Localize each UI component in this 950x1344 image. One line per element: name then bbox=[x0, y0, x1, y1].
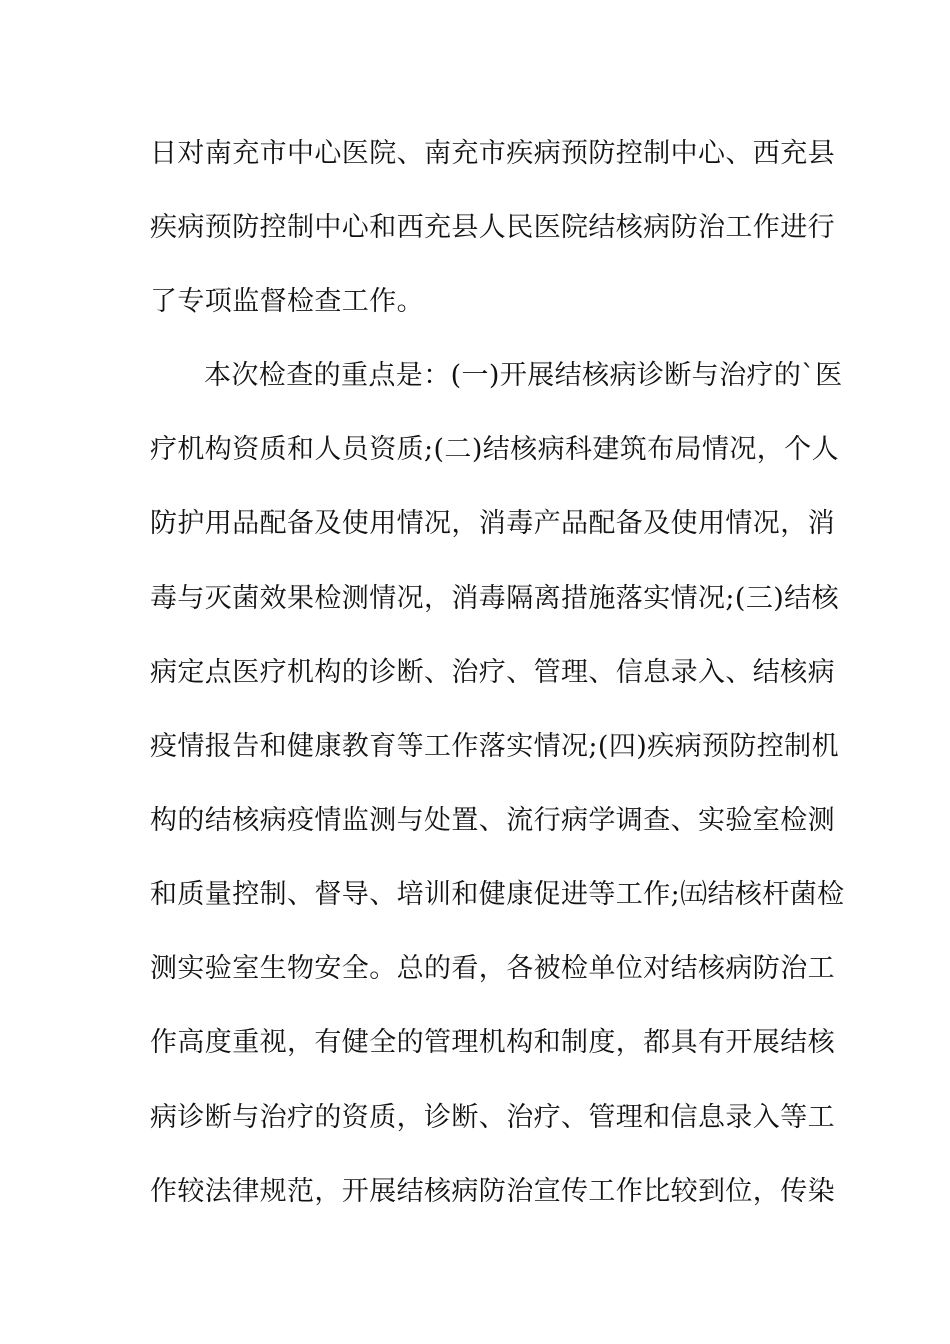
text-line: 日对南充市中心医院、南充市疾病预防控制中心、西充县 bbox=[150, 138, 835, 169]
text-line: 测实验室生物安全。总的看，各被检单位对结核病防治工 bbox=[150, 953, 835, 984]
text-line: 和质量控制、督导、培训和健康促进等工作;㈤结核杆菌检 bbox=[150, 879, 845, 910]
text-line: 防护用品配备及使用情况，消毒产品配备及使用情况，消 bbox=[150, 508, 835, 539]
text-line: 作高度重视，有健全的管理机构和制度，都具有开展结核 bbox=[150, 1027, 835, 1058]
paragraph-first-line: 本次检查的重点是：(一)开展结核病诊断与治疗的`医 bbox=[204, 360, 843, 391]
text-line: 疾病预防控制中心和西充县人民医院结核病防治工作进行 bbox=[150, 212, 835, 243]
text-line: 了专项监督检查工作。 bbox=[150, 286, 424, 317]
text-line: 毒与灭菌效果检测情况，消毒隔离措施落实情况;(三)结核 bbox=[150, 583, 839, 614]
text-line: 作较法律规范，开展结核病防治宣传工作比较到位，传染 bbox=[150, 1176, 835, 1207]
text-line: 病诊断与治疗的资质，诊断、治疗、管理和信息录入等工 bbox=[150, 1102, 835, 1133]
text-line: 病定点医疗机构的诊断、治疗、管理、信息录入、结核病 bbox=[150, 657, 835, 688]
text-line: 构的结核病疫情监测与处置、流行病学调查、实验室检测 bbox=[150, 805, 835, 836]
text-line: 疗机构资质和人员资质;(二)结核病科建筑布局情况，个人 bbox=[150, 434, 839, 465]
text-line: 疫情报告和健康教育等工作落实情况;(四)疾病预防控制机 bbox=[150, 731, 839, 762]
